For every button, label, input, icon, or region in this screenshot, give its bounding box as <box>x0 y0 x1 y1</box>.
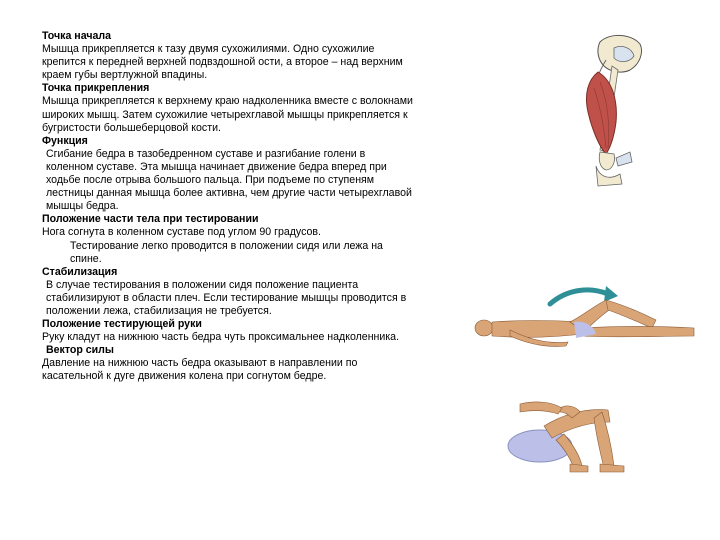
position-text-2: Тестирование легко проводится в положении сидя или лежа на спине. <box>70 239 383 265</box>
force-text: Давление на нижнюю часть бедра оказывают в направлении по касательной к дуге движения колена при согнутом бедре. <box>42 357 358 383</box>
function-text: Сгибание бедра в тазобедренном суставе и разгибание голени в коленном суставе. Эта мышца начинает движение бедра вперед при ходьбе после отрыва большого пальца. При подъеме по ступеням лестницы данная мышца более активна, чем другие части четырехглавой мышцы бедра. <box>46 147 412 213</box>
origin-text: Мышца прикрепляется к тазу двумя сухожилиями. Одно сухожилие крепится к передней верхней подвздошной ости, а второе – над верхним краем губы вертлужной впадины. <box>42 43 403 82</box>
insertion-text: Мышца прикрепляется к верхнему краю надколенника вместе с волокнами широких мышц. Затем сухожилие четырехглавой мышцы прикрепляется к бугристости большеберцовой кости. <box>42 95 413 134</box>
supine-test-figure <box>470 282 705 352</box>
origin-heading: Точка начала <box>42 30 111 42</box>
force-heading: Вектор силы <box>46 344 114 357</box>
hand-text: Руку кладут на нижнюю часть бедра чуть проксимальнее надколенника. <box>42 331 400 344</box>
stabilization-text: В случае тестирования в положении сидя положение пациента стабилизируют в области плеч. Если тестирование мышцы проводится в положении лежа, стабилизация не требуется. <box>46 278 407 317</box>
stabilization-heading: Стабилизация <box>42 265 118 278</box>
insertion-heading: Точка прикрепления <box>42 82 150 95</box>
seated-test-figure <box>500 400 640 478</box>
muscle-anatomy-figure <box>570 30 650 190</box>
function-heading: Функция <box>42 134 88 147</box>
text-column <box>42 30 414 384</box>
position-text-1: Нога согнута в коленном суставе под углом 90 градусов. <box>42 226 321 239</box>
hand-heading: Положение тестирующей руки <box>42 318 202 331</box>
position-heading: Положение части тела при тестировании <box>42 213 259 226</box>
